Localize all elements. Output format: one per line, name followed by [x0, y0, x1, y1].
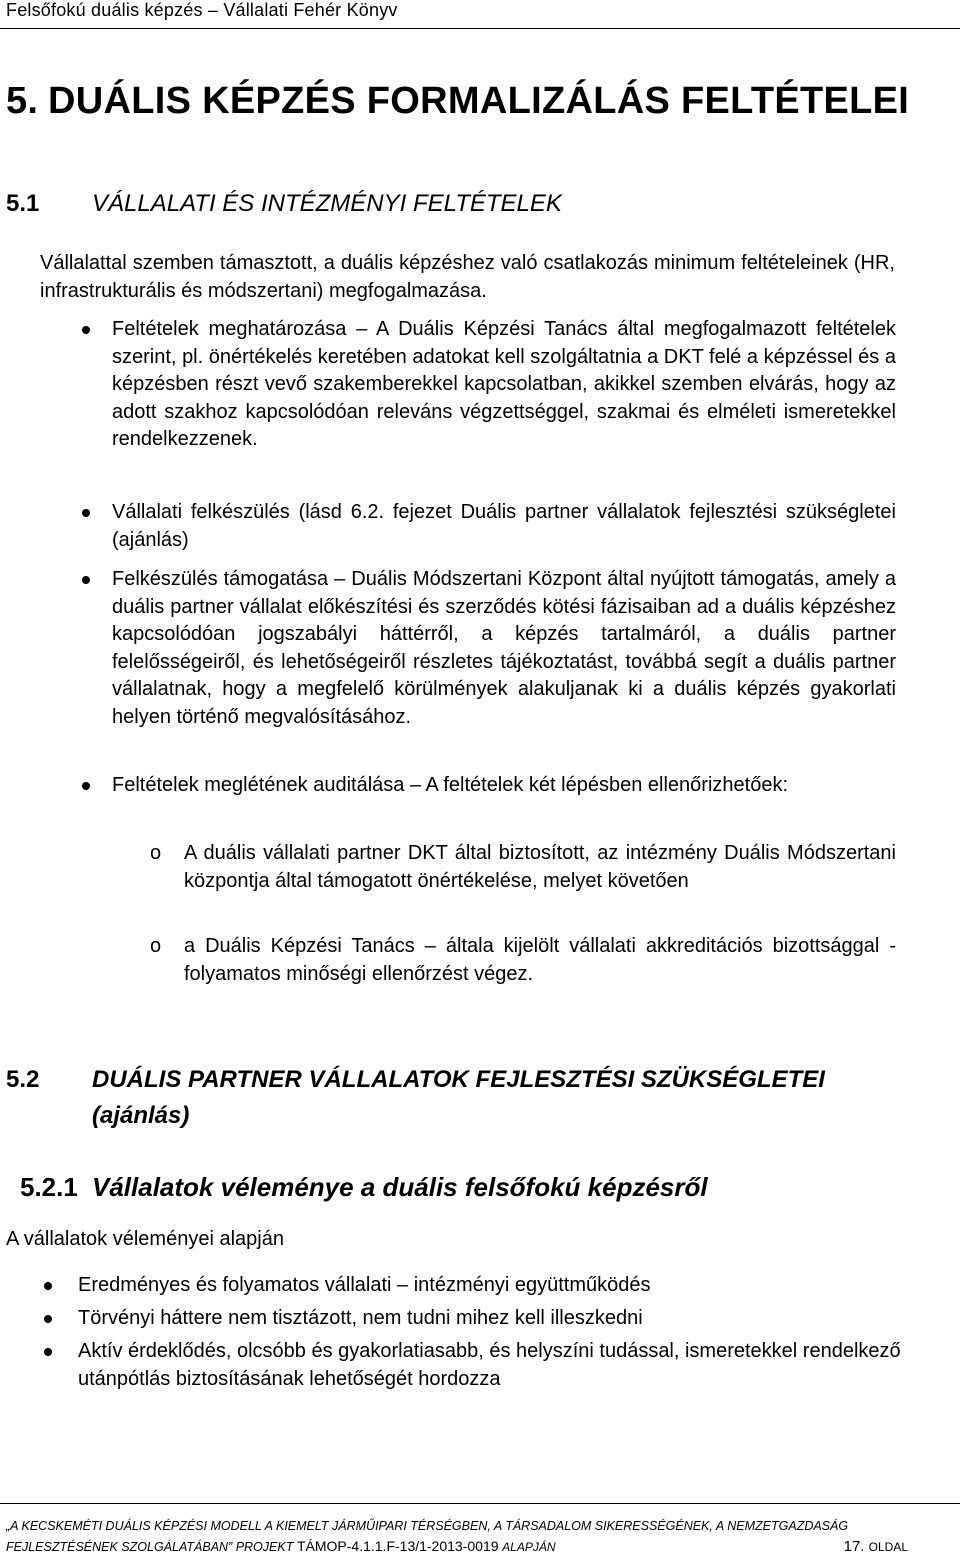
subsection-title: Vállalatok véleménye a duális felsőfokú képzésről	[92, 1172, 708, 1202]
chapter-heading	[6, 80, 909, 123]
footer-basis-text: ALAPJÁN	[502, 1540, 556, 1554]
subsection-number: 5.2.1	[20, 1172, 78, 1202]
subsection-intro: A vállalatok véleményei alapján	[6, 1228, 284, 1250]
sub-bullet-marker: o	[150, 842, 162, 864]
section-number: 5.1	[6, 190, 40, 217]
footer-line-1: „A KECSKEMÉTI DUÁLIS KÉPZÉSI MODELL A KIEMELT JÁRMŰIPARI TÉRSÉGBEN, A TÁRSADALOM SIKERESSÉGÉNEK, A NEMZETGAZDASÁG	[6, 1519, 849, 1533]
footer-rule	[0, 1503, 960, 1504]
subsection-heading-5-2-1	[20, 1172, 708, 1203]
section-heading-5-1	[6, 190, 562, 218]
sub-list-item: A duális vállalati partner DKT által biztosított, az intézmény Duális Módszertani központja által támogatott önértékelése, melyet követően	[184, 842, 896, 892]
section-title: VÁLLALATI ÉS INTÉZMÉNYI FELTÉTELEK	[92, 190, 562, 217]
list-item: Feltételek meglétének auditálása – A feltételek két lépésben ellenőrizhetőek:	[112, 774, 788, 796]
list-item: Törvényi háttere nem tisztázott, nem tudni mihez kell illeszkedni	[78, 1307, 643, 1329]
list-item: Aktív érdeklődés, olcsóbb és gyakorlatiasabb, és helyszíni tudással, ismeretekkel rendelkező utánpótlás biztosításának lehetőségét hordozza	[78, 1340, 901, 1390]
section-title: DUÁLIS PARTNER VÁLLALATOK FEJLESZTÉSI SZÜKSÉGLETEI	[92, 1066, 825, 1093]
footer-project-code: TÁMOP-4.1.1.F-13/1-2013-0019	[296, 1538, 499, 1554]
bullet-dot	[44, 1348, 52, 1356]
section-title-continued: (ajánlás)	[92, 1102, 190, 1129]
section-number: 5.2	[6, 1066, 40, 1093]
bullet-dot	[82, 326, 90, 334]
list-item: Felkészülés támogatása – Duális Módszertani Központ által nyújtott támogatás, amely a duális partner vállalat előkészítési és szerződés kötési fázisaiban ad a duális képzéshez kapcsolódóan jogszabályi háttérről, a képzés tartalmáról, a duális partner felelősségeiről, és lehetőségeiről részletes tájékoztatást, továbbá segít a duális partner vállalatnak, hogy a megfelelő körülmények alakuljanak ki a duális képzés gyakorlati helyen történő megvalósításához.	[112, 568, 896, 728]
section-intro: Vállalattal szemben támasztott, a duális képzéshez való csatlakozás minimum feltételeinek (HR, infrastrukturális és módszertani) megfogalmazása.	[40, 252, 895, 302]
page-number	[844, 1538, 908, 1555]
bullet-dot	[82, 782, 90, 790]
bullet-dot	[44, 1315, 52, 1323]
footer-line-2	[6, 1538, 556, 1554]
sub-bullet-marker: o	[150, 935, 162, 957]
footer-project-text: FEJLESZTÉSÉNEK SZOLGÁLATÁBAN” PROJEKT	[6, 1540, 294, 1554]
chapter-title: DUÁLIS KÉPZÉS FORMALIZÁLÁS FELTÉTELEI	[48, 80, 910, 122]
bullet-dot	[44, 1282, 52, 1290]
page-number-value: 17.	[843, 1538, 865, 1555]
bullet-dot	[82, 576, 90, 584]
running-header: Felsőfokú duális képzés – Vállalati Fehér Könyv	[6, 0, 398, 20]
list-item: Eredményes és folyamatos vállalati – intézményi együttműködés	[78, 1274, 651, 1296]
list-item: Vállalati felkészülés (lásd 6.2. fejezet Duális partner vállalatok fejlesztési szükségletei (ajánlás)	[112, 501, 896, 551]
list-item: Feltételek meghatározása – A Duális Képzési Tanács által megfogalmazott feltételek szerint, pl. önértékelés keretében adatokat kell szolgáltatnia a DKT felé a képzéssel és a képzésben részt vevő szakemberekkel kapcsolatban, akikkel szemben elvárás, hogy az adott szakhoz kapcsolódóan releváns végzettséggel, szakmai és elméleti ismeretekkel rendelkezzenek.	[112, 318, 896, 451]
chapter-number: 5.	[6, 80, 39, 122]
page-number-label: OLDAL	[868, 1540, 908, 1554]
sub-list-item: a Duális Képzési Tanács – általa kijelölt vállalati akkreditációs bizottsággal - folyamatos minőségi ellenőrzést végez.	[184, 935, 896, 985]
header-rule	[0, 28, 960, 29]
bullet-dot	[82, 509, 90, 517]
section-heading-5-2	[6, 1066, 825, 1094]
